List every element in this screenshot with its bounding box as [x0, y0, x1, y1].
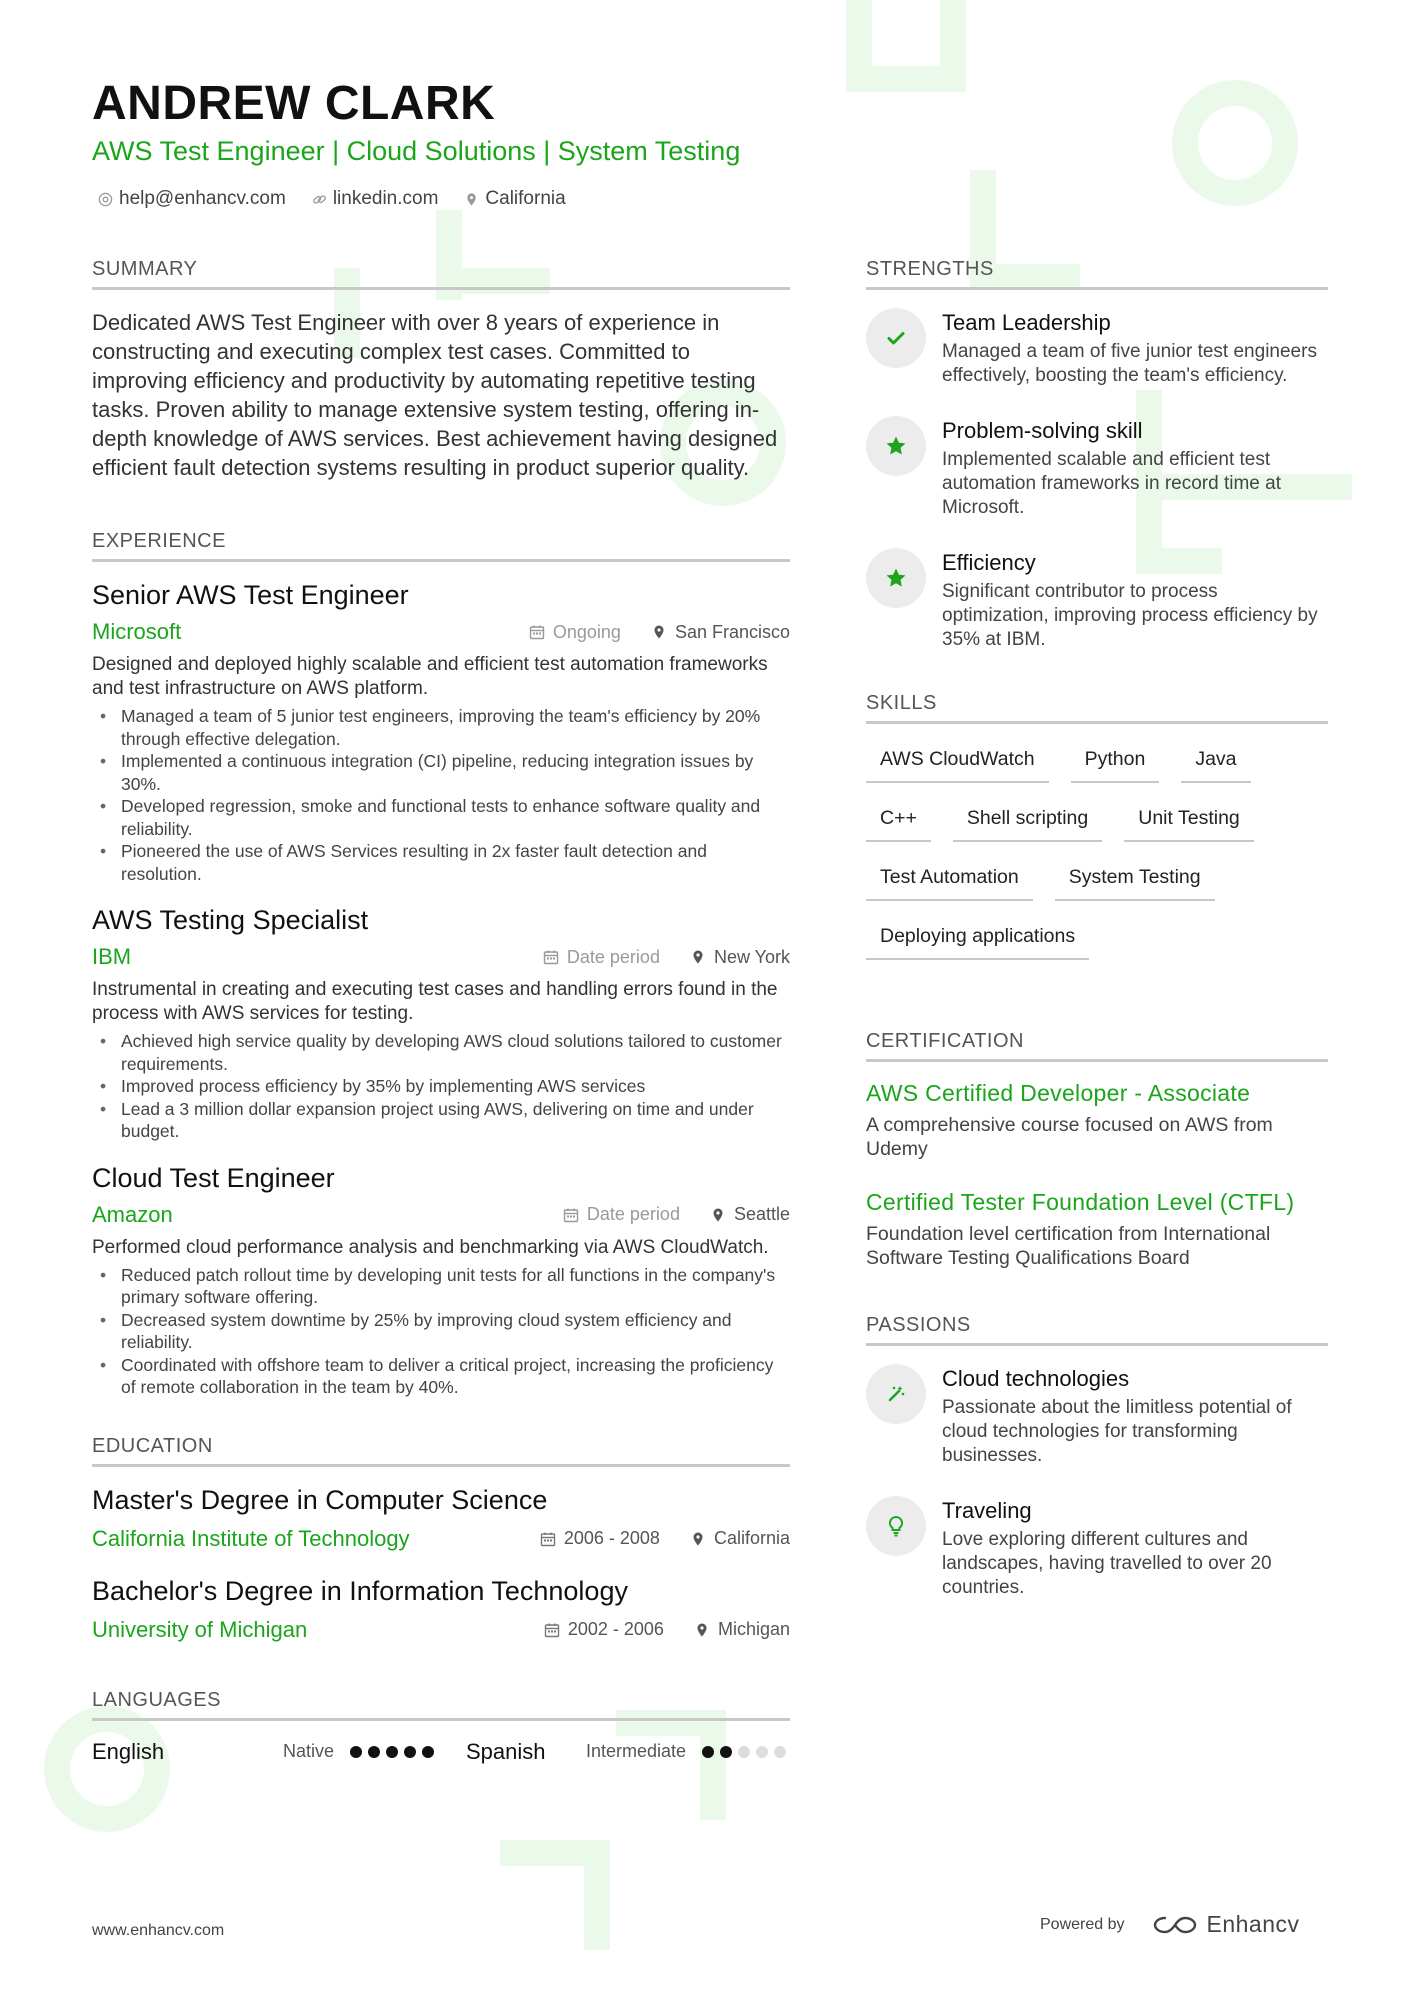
- passions-section: [866, 1314, 1328, 1600]
- magic-wand-icon: [884, 1382, 908, 1406]
- location-pin-icon: [694, 1622, 710, 1638]
- rating-dot: [720, 1746, 732, 1758]
- rating-dot: [738, 1746, 750, 1758]
- passion-item: [866, 1496, 1328, 1600]
- language-level: Native: [282, 1741, 334, 1761]
- star-icon: [884, 434, 908, 458]
- location-pin-icon: [690, 949, 706, 965]
- education-location: Michigan: [717, 1619, 790, 1639]
- skill-tag: Java: [1181, 748, 1250, 783]
- summary-section: [92, 258, 790, 482]
- job-description: Performed cloud performance analysis and benchmarking via AWS CloudWatch.: [92, 1236, 769, 1258]
- experience-item: [92, 1163, 790, 1399]
- company-name: IBM: [92, 944, 132, 969]
- calendar-icon: [540, 1531, 556, 1547]
- contact-bar: [98, 188, 566, 210]
- job-location: San Francisco: [674, 621, 790, 642]
- experience-item: [92, 580, 790, 885]
- passion-description: Love exploring different cultures and landscapes, having travelled to over 20 countries.: [942, 1529, 1272, 1598]
- job-title: Cloud Test Engineer: [92, 1162, 335, 1193]
- rating-dot: [386, 1746, 398, 1758]
- skill-tag: C++: [866, 807, 931, 842]
- education-item: [92, 1485, 790, 1552]
- language-rating: [350, 1746, 434, 1758]
- section-title-education: EDUCATION: [92, 1435, 790, 1467]
- passion-title: Traveling: [942, 1498, 1032, 1523]
- lightbulb-icon: [884, 1514, 908, 1538]
- certification-title: AWS Certified Developer - Associate: [866, 1080, 1251, 1106]
- rating-dot: [404, 1746, 416, 1758]
- degree-title: Bachelor's Degree in Information Technology: [92, 1575, 628, 1606]
- achievement-list: [92, 1264, 790, 1399]
- enhancv-logo[interactable]: [1151, 1911, 1300, 1938]
- strength-title: Efficiency: [942, 550, 1036, 575]
- section-title-languages: LANGUAGES: [92, 1689, 790, 1721]
- footer-website-link[interactable]: www.enhancv.com: [92, 1922, 225, 1939]
- enhancv-logo-icon: [1151, 1913, 1199, 1937]
- language-rating: [702, 1746, 786, 1758]
- location-pin-icon: [710, 1207, 726, 1223]
- section-title-summary: SUMMARY: [92, 258, 790, 290]
- passion-description: Passionate about the limitless potential of cloud technologies for transforming businesses.: [942, 1397, 1292, 1466]
- section-title-certification: CERTIFICATION: [866, 1030, 1328, 1062]
- strengths-section: [866, 258, 1328, 652]
- headline: AWS Test Engineer | Cloud Solutions | System Testing: [92, 136, 741, 166]
- location-pin-icon: [690, 1531, 706, 1547]
- calendar-icon: [563, 1207, 579, 1223]
- rating-dot: [774, 1746, 786, 1758]
- job-title: Senior AWS Test Engineer: [92, 580, 409, 610]
- contact-location-text: California: [485, 188, 566, 209]
- skill-tag: System Testing: [1055, 866, 1215, 901]
- certification-section: [866, 1030, 1328, 1270]
- star-icon: [884, 566, 908, 590]
- section-title-experience: EXPERIENCE: [92, 530, 790, 562]
- rating-dot: [422, 1746, 434, 1758]
- job-date: Date period: [566, 946, 660, 967]
- education-section: [92, 1435, 790, 1643]
- rating-dot: [702, 1746, 714, 1758]
- section-title-strengths: STRENGTHS: [866, 258, 1328, 290]
- contact-linkedin-text: linkedin.com: [332, 188, 439, 209]
- footer-branding: [1040, 1911, 1300, 1938]
- job-description: Designed and deployed highly scalable and efficient test automation frameworks and test infrastructure on AWS platform.: [92, 654, 768, 699]
- achievement-item: • Decreased system downtime by 25% by improving cloud system efficiency and reliability.: [92, 1309, 790, 1354]
- certification-description: Foundation level certification from International Software Testing Qualifications Board: [866, 1223, 1271, 1269]
- at-icon: [98, 192, 113, 207]
- rating-dot: [350, 1746, 362, 1758]
- skill-tag: Unit Testing: [1124, 807, 1254, 842]
- right-column: [866, 258, 1328, 1628]
- degree-title: Master's Degree in Computer Science: [92, 1484, 548, 1515]
- company-name: Microsoft: [92, 619, 182, 644]
- skill-tag: Test Automation: [866, 866, 1033, 901]
- strength-title: Team Leadership: [942, 310, 1111, 335]
- strength-title: Problem-solving skill: [942, 418, 1143, 443]
- job-location: New York: [713, 946, 790, 967]
- calendar-icon: [544, 1622, 560, 1638]
- skill-tag: AWS CloudWatch: [866, 748, 1049, 783]
- location-pin-icon: [464, 192, 479, 207]
- language-name: English: [92, 1738, 165, 1764]
- skills-section: [866, 692, 1328, 960]
- achievement-item: • Pioneered the use of AWS Services resulting in 2x faster fault detection and resolution.: [92, 840, 790, 885]
- strength-description: Significant contributor to process optimization, improving process efficiency by 35% at IBM.: [942, 581, 1318, 650]
- achievement-list: [92, 1030, 790, 1143]
- language-item: [92, 1739, 466, 1765]
- school-name: University of Michigan: [92, 1616, 308, 1642]
- achievement-list: [92, 705, 790, 885]
- section-title-skills: SKILLS: [866, 692, 1328, 724]
- powered-by-text: Powered by: [1040, 1915, 1125, 1933]
- certification-item: [866, 1189, 1328, 1270]
- candidate-name: ANDREW CLARK: [92, 77, 496, 130]
- job-date: Date period: [586, 1204, 680, 1224]
- contact-location: [464, 188, 565, 210]
- job-location: Seattle: [733, 1204, 790, 1224]
- job-date: Ongoing: [552, 621, 621, 642]
- strength-item: [866, 308, 1328, 388]
- left-column: [92, 258, 790, 1765]
- contact-email-text: help@enhancv.com: [119, 188, 286, 209]
- achievement-item: • Developed regression, smoke and functional tests to enhance software quality and reliability.: [92, 795, 790, 840]
- strength-description: Managed a team of five junior test engineers effectively, boosting the team's efficiency.: [942, 341, 1317, 386]
- education-date: 2002 - 2006: [567, 1619, 664, 1639]
- strength-description: Implemented scalable and efficient test automation frameworks in record time at Microsoft.: [942, 449, 1281, 518]
- rating-dot: [756, 1746, 768, 1758]
- link-icon: [312, 192, 327, 207]
- education-date: 2006 - 2008: [563, 1528, 660, 1548]
- achievement-item: • Implemented a continuous integration (CI) pipeline, reducing integration issues by 30%.: [92, 750, 790, 795]
- achievement-item: • Achieved high service quality by developing AWS cloud solutions tailored to customer requirements.: [92, 1030, 790, 1075]
- achievement-item: • Improved process efficiency by 35% by implementing AWS services: [92, 1075, 790, 1098]
- language-name: Spanish: [466, 1738, 546, 1764]
- strength-item: [866, 548, 1328, 652]
- contact-email[interactable]: [98, 188, 286, 210]
- contact-linkedin[interactable]: [312, 188, 439, 210]
- enhancv-logo-text: Enhancv: [1206, 1911, 1300, 1937]
- company-name: Amazon: [92, 1201, 173, 1227]
- calendar-icon: [529, 624, 545, 640]
- languages-section: [92, 1689, 790, 1765]
- education-location: California: [713, 1528, 790, 1548]
- achievement-item: • Coordinated with offshore team to deliver a critical project, increasing the proficiency of remote collaboration in the team by 40%.: [92, 1354, 790, 1399]
- section-title-passions: PASSIONS: [866, 1314, 1328, 1346]
- certification-item: [866, 1080, 1328, 1161]
- checkmark-icon: [884, 326, 908, 350]
- skill-tag: Python: [1071, 748, 1160, 783]
- summary-text: Dedicated AWS Test Engineer with over 8 years of experience in constructing and executing complex test cases. Committed to improving efficiency and productivity by automating repetitive testing tasks. Proven ability to manage extensive system testing, offering in-depth knowledge of AWS services. Best achievement having designed efficient fault detection systems resulting in product superior quality.: [92, 310, 778, 480]
- school-name: California Institute of Technology: [92, 1525, 410, 1551]
- language-item: [466, 1739, 790, 1765]
- passion-item: [866, 1364, 1328, 1468]
- passion-title: Cloud technologies: [942, 1366, 1130, 1391]
- skill-tag: Shell scripting: [953, 807, 1102, 842]
- job-title: AWS Testing Specialist: [92, 905, 369, 935]
- strength-item: [866, 416, 1328, 520]
- education-item: [92, 1576, 790, 1643]
- certification-description: A comprehensive course focused on AWS from Udemy: [866, 1114, 1273, 1160]
- language-level: Intermediate: [585, 1741, 686, 1761]
- achievement-item: • Reduced patch rollout time by developing unit tests for all functions in the company's primary software offering.: [92, 1264, 790, 1309]
- experience-item: [92, 905, 790, 1143]
- achievement-item: • Managed a team of 5 junior test engineers, improving the team's efficiency by 20% through effective delegation.: [92, 705, 790, 750]
- rating-dot: [368, 1746, 380, 1758]
- job-description: Instrumental in creating and executing test cases and handling errors found in the process with AWS services for testing.: [92, 979, 778, 1024]
- skill-tag: Deploying applications: [866, 925, 1089, 960]
- certification-title: Certified Tester Foundation Level (CTFL): [866, 1189, 1295, 1215]
- achievement-item: • Lead a 3 million dollar expansion project using AWS, delivering on time and under budget.: [92, 1098, 790, 1143]
- calendar-icon: [543, 949, 559, 965]
- experience-section: [92, 530, 790, 1399]
- location-pin-icon: [651, 624, 667, 640]
